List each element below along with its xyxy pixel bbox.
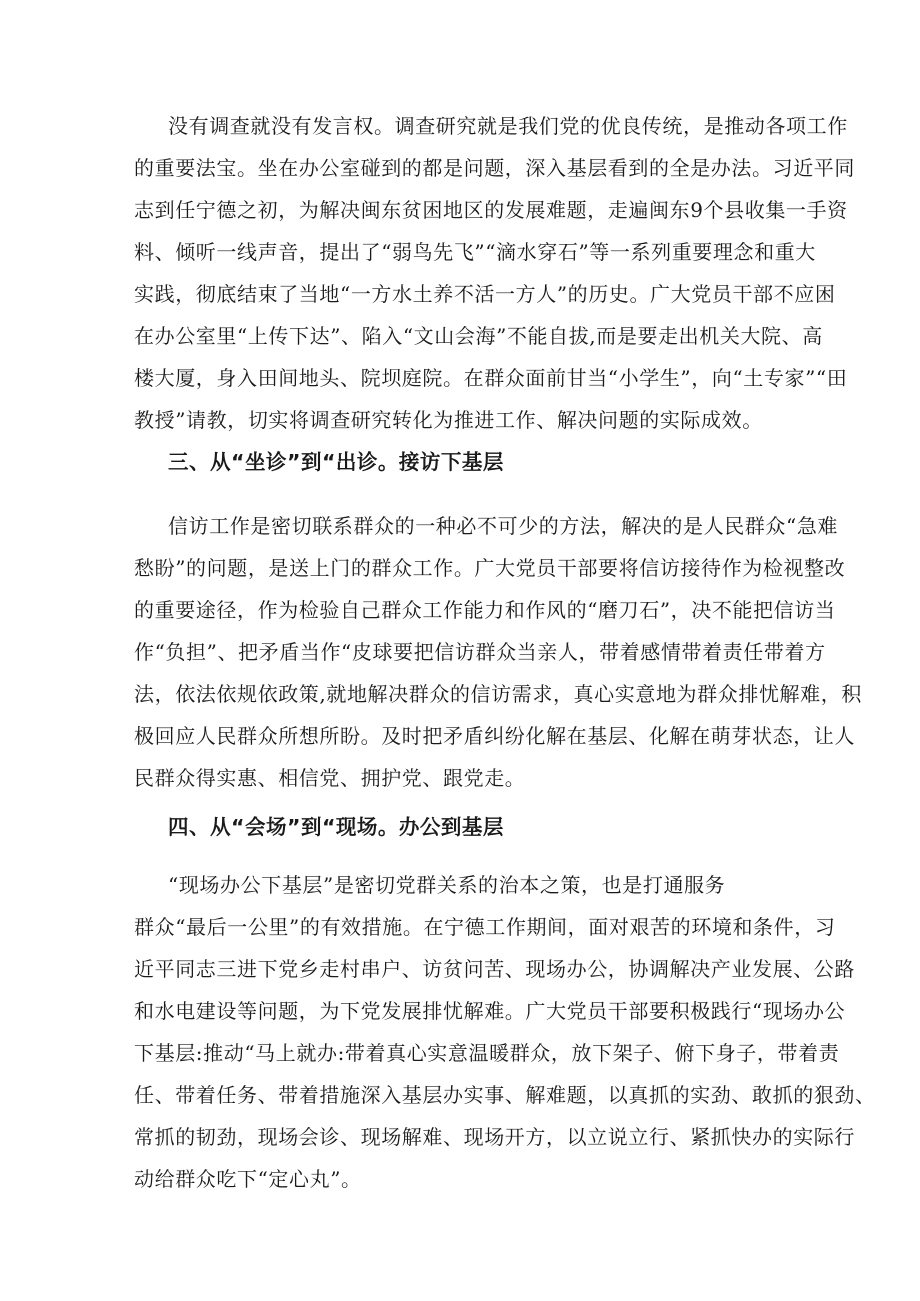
paragraph-line: 和水电建设等问题，为下党发展排忧解难。广大党员干部要积极践行“现场办公 — [134, 999, 846, 1023]
paragraph-line: 任、带着任务、带着措施深入基层办实事、解难题，以真抓的实劲、敢抓的狠劲、 — [134, 1083, 876, 1107]
paragraph-line: 志到任宁德之初，为解决闽东贫困地区的发展难题，走遍闽东9个县收集一手资 — [134, 198, 848, 222]
paragraph-line: 近平同志三进下党乡走村串户、访贫问苦、现场办公，协调解决产业发展、公路 — [134, 957, 855, 981]
paragraph-line: 民群众得实惠、相信党、拥护党、跟党走。 — [134, 766, 526, 790]
paragraph-line: 楼大厦，身入田间地头、院坝庭院。在群众面前甘当“小学生”，向“土专家”“田 — [134, 366, 848, 390]
paragraph-line: 教授”请教，切实将调查研究转化为推进工作、解决问题的实际成效。 — [134, 408, 763, 432]
paragraph-line: 下基层:推动“马上就办:带着真心实意温暖群众，放下架子、俯下身子，带着责 — [134, 1041, 840, 1065]
paragraph-line: 的重要途径，作为检验自己群众工作能力和作风的“磨刀石”，决不能把信访当 — [134, 598, 836, 622]
paragraph-line: 常抓的韧劲，现场会诊、现场解难、现场开方，以立说立行、紧抓快办的实际行 — [134, 1125, 855, 1149]
section-heading-4: 四、从“会场”到“现场。办公到基层 — [168, 815, 504, 839]
section-heading-3: 三、从“坐诊”到“出诊。接访下基层 — [168, 450, 504, 474]
paragraph-line: 在办公室里“上传下达”、陷入“文山会海”不能自拔,而是要走出机关大院、高 — [134, 324, 823, 348]
paragraph-line: 信访工作是密切联系群众的一种必不可少的方法，解决的是人民群众“急难 — [168, 514, 839, 538]
paragraph-line: 没有调查就没有发言权。调查研究就是我们党的优良传统，是推动各项工作 — [168, 114, 848, 138]
paragraph-line: 群众“最后一公里”的有效措施。在宁德工作期间，面对艰苦的环境和条件，习 — [134, 915, 836, 939]
paragraph-line: 作“负担”、把矛盾当作“皮球要把信访群众当亲人，带着感情带着责任带着方 — [134, 640, 826, 664]
paragraph-line: 料、倾听一线声音，提出了“弱鸟先飞”“滴水穿石”等一系列重要理念和重大 — [134, 240, 816, 264]
paragraph-line: 愁盼”的问题，是送上门的群众工作。广大党员干部要将信访接待作为检视整改 — [134, 556, 846, 580]
paragraph-line: 动给群众吃下“定心丸”。 — [134, 1167, 362, 1191]
paragraph-line: 法，依法依规依政策,就地解决群众的信访需求，真心实意地为群众排忧解难，积 — [134, 682, 862, 706]
paragraph-line: 极回应人民群众所想所盼。及时把矛盾纠纷化解在基层、化解在萌芽状态，让人 — [134, 724, 855, 748]
paragraph-line: 实践，彻底结束了当地“一方水土养不活一方人”的历史。广大党员干部不应困 — [134, 282, 836, 306]
paragraph-line: 的重要法宝。坐在办公室碰到的都是问题，深入基层看到的全是办法。习近平同 — [134, 156, 855, 180]
paragraph-line: “现场办公下基层”是密切党群关系的治本之策，也是打通服务 — [168, 873, 726, 897]
